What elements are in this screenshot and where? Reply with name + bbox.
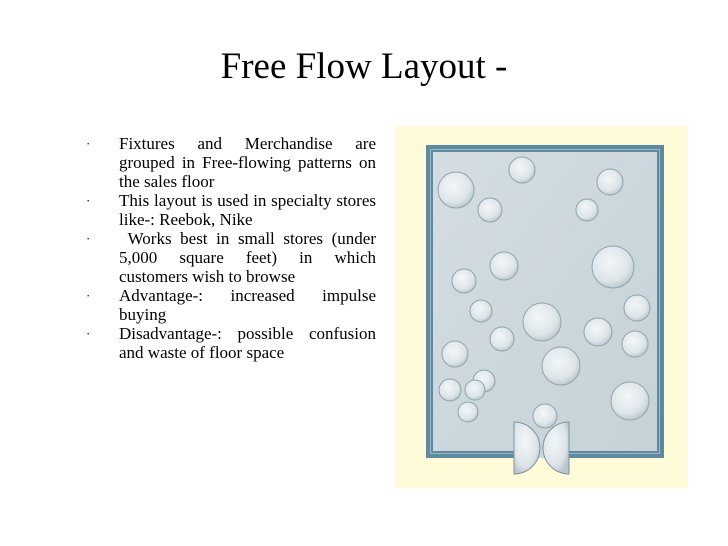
slide-title: Free Flow Layout - [220,46,508,87]
bullet-text: Advantage-: increased impulse buying [119,286,376,324]
bullet-text: Fixtures and Merchandise are grouped in Free-flowing patterns on the sales floor [119,134,376,191]
bullet-marker: · [86,136,91,151]
fixture-circle [542,347,580,385]
fixture-circle [624,295,650,321]
fixture-circle [465,380,485,400]
bullet-marker: · [86,231,91,246]
fixture-circle [509,157,535,183]
fixture-circle [490,252,518,280]
bullet-item-advantage [84,286,376,324]
bullet-item-disadvantage [84,324,376,362]
floor-plan-drawing [395,126,688,488]
fixture-circle [490,327,514,351]
fixture-circle [523,303,561,341]
bullet-marker: · [86,288,91,303]
fixture-circle [597,169,623,195]
fixture-circle [576,199,598,221]
fixture-circle [478,198,502,222]
bullet-marker: · [86,193,91,208]
bullet-text: This layout is used in specialty stores like-: Reebok, Nike [119,191,376,229]
bullet-text: Works best in small stores (under 5,000 square feet) in which customers wish to browse [119,229,376,286]
fixture-circle [584,318,612,346]
bullet-item-small-stores [84,229,376,286]
bullet-item-specialty-stores [84,191,376,229]
free-flow-floor-plan [395,126,688,488]
bullet-list [84,134,376,362]
bullet-text: Disadvantage-: possible confusion and waste of floor space [119,324,376,362]
fixture-circle [611,382,649,420]
bullet-marker: · [86,326,91,341]
fixture-circle [438,172,474,208]
fixture-circle [458,402,478,422]
fixture-circle [452,269,476,293]
fixture-circle [592,246,634,288]
fixture-circle [442,341,468,367]
fixture-circle [533,404,557,428]
fixture-circle [470,300,492,322]
fixture-circle [622,331,648,357]
bullet-item-fixtures [84,134,376,191]
fixture-circle [439,379,461,401]
